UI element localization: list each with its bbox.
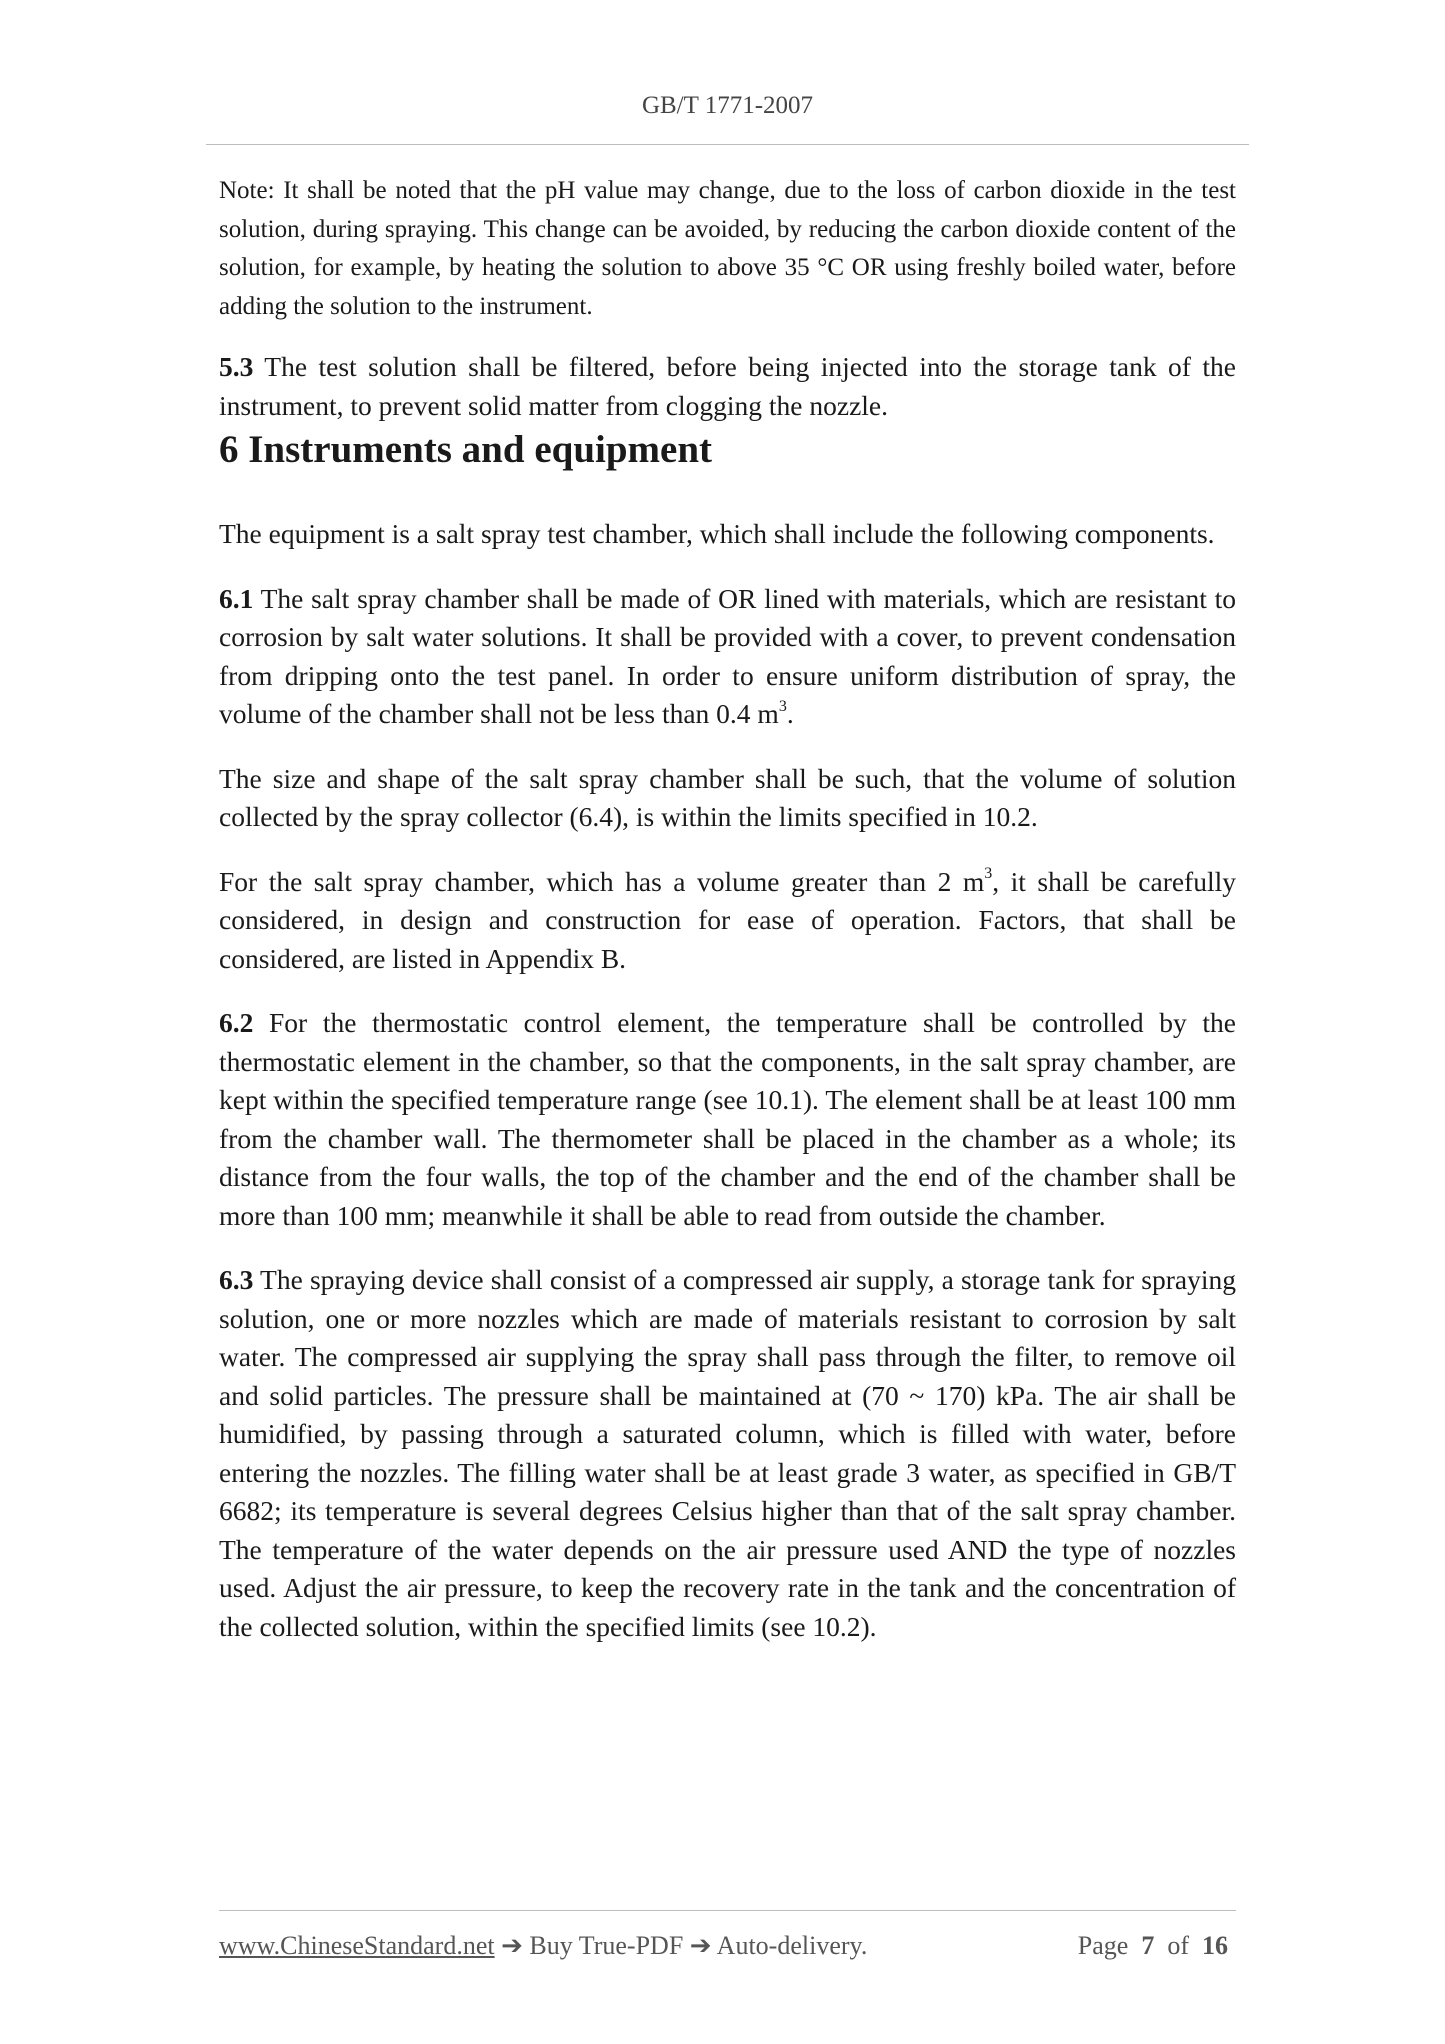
- clause-text: The salt spray chamber shall be made of OR lined with materials, which are resistant to corrosion by salt water solutions. It shall be provided with a cover, to prevent condensation from dripping onto the test panel. In order to ensure uniform distribution of spray, the volume of the chamber shall not be less than 0.4 m: [219, 582, 1236, 729]
- auto-delivery-text: Auto-delivery.: [716, 1931, 868, 1960]
- paragraph-text: For the salt spray chamber, which has a volume greater than 2 m: [219, 865, 985, 897]
- page-label: Page: [1077, 1931, 1129, 1960]
- large-chamber-paragraph: [219, 863, 1236, 979]
- header-divider: [206, 144, 1249, 145]
- clause-text-tail: .: [786, 698, 794, 729]
- clause-6-3: [219, 1261, 1236, 1646]
- current-page: 7: [1141, 1931, 1155, 1960]
- clause-number: 6.2: [219, 1007, 254, 1038]
- arrow-right-icon: ➔: [501, 1931, 523, 1960]
- buy-pdf-text: Buy True-PDF: [529, 1931, 684, 1960]
- page-indicator: [1078, 1931, 1228, 1961]
- clause-6-2: [219, 1004, 1236, 1235]
- superscript: 3: [984, 865, 993, 883]
- clause-text: For the thermostatic control element, the temperature shall be controlled by the thermostatic element in the chamber, so that the components, in the salt spray chamber, are kept within the specified temperature range (see 10.1). The element shall be at least 100 mm from the chamber wall. The thermometer shall be placed in the chamber as a whole; its distance from the four walls, the top of the chamber and the end of the chamber shall be more than 100 mm; meanwhile it shall be able to read from outside the chamber.: [219, 1007, 1236, 1231]
- clause-5-3: [219, 348, 1236, 425]
- paragraph-text-tail: , it shall be carefully considered, in design and construction for ease of operation. Factors, that shall be considered, are listed in Appendix B.: [219, 865, 1236, 974]
- total-pages: 16: [1202, 1931, 1228, 1960]
- clause-6-1: [219, 580, 1236, 734]
- page-header: [206, 92, 1249, 120]
- clause-number: 6.1: [219, 582, 254, 614]
- clause-number: 5.3: [219, 351, 254, 382]
- clause-text: The test solution shall be filtered, before being injected into the storage tank of the instrument, to prevent solid matter from clogging the nozzle.: [219, 351, 1236, 421]
- document-id: GB/T 1771-2007: [641, 92, 814, 119]
- clause-number: 6.3: [219, 1264, 254, 1295]
- arrow-right-icon: ➔: [689, 1931, 712, 1960]
- footer-links: [219, 1931, 867, 1961]
- note-paragraph: Note: It shall be noted that the pH value may change, due to the loss of carbon dioxide in the test solution, during spraying. This change can be avoided, by reducing the carbon dioxide content of the solution, for example, by heating the solution to above 35 °C OR using freshly boiled water, before adding the solution to the instrument.: [219, 177, 1236, 320]
- section-intro: The equipment is a salt spray test chamber, which shall include the following components.: [219, 518, 1215, 549]
- page-content: [219, 172, 1236, 1646]
- size-paragraph: The size and shape of the salt spray chamber shall be such, that the volume of solution collected by the spray collector (6.4), is within the limits specified in 10.2.: [219, 762, 1236, 832]
- of-label: of: [1167, 1931, 1189, 1960]
- section-heading: 6 Instruments and equipment: [219, 428, 713, 471]
- clause-text: The spraying device shall consist of a compressed air supply, a storage tank for spraying solution, one or more nozzles which are made of materials resistant to corrosion by salt water. The compressed air supplying the spray shall pass through the filter, to remove oil and solid particles. The pressure shall be maintained at (70 ~ 170) kPa. The air shall be humidified, by passing through a saturated column, which is filled with water, before entering the nozzles. The filling water shall be at least grade 3 water, as specified in GB/T 6682; its temperature is several degrees Celsius higher than that of the salt spray chamber. The temperature of the water depends on the air pressure used AND the type of nozzles used. Adjust the air pressure, to keep the recovery rate in the tank and the concentration of the collected solution, within the specified limits (see 10.2).: [219, 1264, 1236, 1642]
- website-link[interactable]: www.ChineseStandard.net: [219, 1931, 495, 1960]
- footer-divider: [219, 1910, 1236, 1911]
- superscript: 3: [778, 697, 787, 715]
